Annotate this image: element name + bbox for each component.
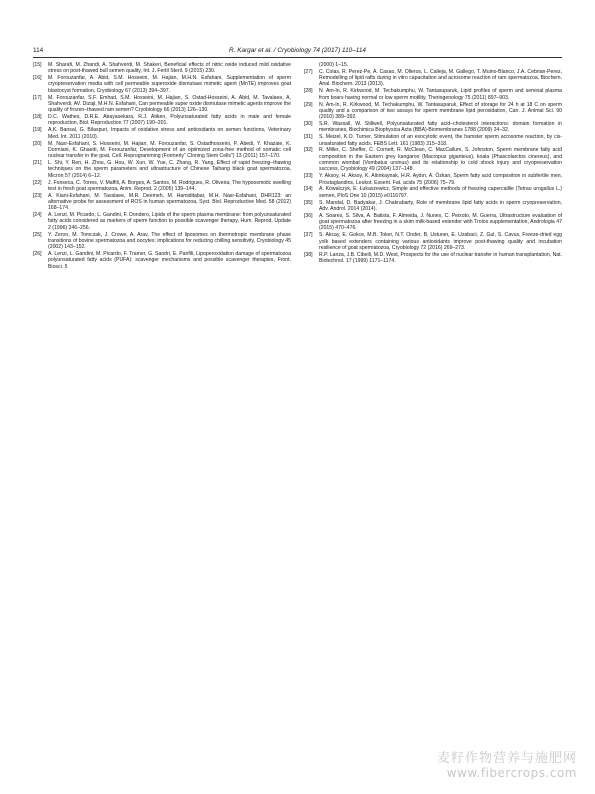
reference-number: [35] xyxy=(304,199,313,206)
reference-number: [34] xyxy=(304,186,313,193)
reference-number: [27] xyxy=(304,68,313,75)
reference-number: [37] xyxy=(304,232,313,239)
reference-number: [21] xyxy=(33,160,42,167)
reference-text: S. Akcay, E. Gokce, M.B. Toker, N.T. Onder, B. Ustuner, E. Uzabaci, Z. Gul, S. Cavus, Freeze-dried egg yolk based extenders containing various antioxidants improve post-thawing quality and incubation resilience of goat spermatozoa, Cryobiology 72 (2016) 269–273. xyxy=(319,232,562,251)
reference-number: [30] xyxy=(304,121,313,128)
site-watermark xyxy=(437,747,577,780)
reference-entry xyxy=(33,95,291,114)
reference-text: Y. Aksoy, H. Aksoy, K. Altınkaynak, H.R. Aydın, A. Özkan, Sperm fatty acid composition in subfertile men, Prostaglandins, Leukot. Essent. Fat. acids 75 (2006) 75–79. xyxy=(319,173,562,186)
reference-entry xyxy=(33,232,291,251)
reference-entry xyxy=(304,88,562,101)
reference-text: R.P. Lanza, J.B. Cibelli, M.D. West, Prospects for the use of nuclear transfer in human transplantation, Nat. Biotechnol. 17 (1999) 1171–1174. xyxy=(319,251,562,265)
reference-text: L. Shi, Y. Ren, H. Zhou, G. Hou, W. Xun, W. Yue, C. Zhang, R. Yang, Effect of rapid freezing–thawing techniques on the sperm parameters and ultrastructure of Chinese Taihang black goat spermatozoa, Micron 57 (2014) 6–12. xyxy=(48,160,291,179)
reference-text: A. Lenzi, M. Picardo, L. Gandini, F. Dondero, Lipids of the sperm plasma membrane: from polyunsaturated fatty acids considered as markers of sperm function to possible scavenger therapy, Hum. Reprod. Update 2 (1996) 246–256. xyxy=(48,212,291,231)
reference-number: [25] xyxy=(33,231,42,238)
reference-entry xyxy=(304,102,562,121)
reference-text: D.C. Wathes, D.R.E. Abayasekara, R.J. Aitken, Polyunsaturated fatty acids in male and female reproduction, Biol. Reproduction 77 (2007) 190–201. xyxy=(48,114,291,127)
reference-number: [18] xyxy=(33,114,42,121)
reference-text: J. Fonseca, C. Torres, V. Maffili, A. Borges, A. Santos, M. Rodrigues, R. Oliveira, The hypoosmotic swelling test in fresh goat spermatozoa, Anim. Reprod. 2 (2005) 139–144. xyxy=(48,179,291,192)
reference-text: S. Meizel, K.O. Turner, Stimulation of an exocytotic event, the hamster sperm acrosome reaction, by cis-unsaturated fatty acids, FEBS Lett. 161 (1983) 315–318. xyxy=(319,134,562,147)
references-section xyxy=(33,62,562,271)
reference-number: [15] xyxy=(33,62,42,68)
reference-entry xyxy=(304,173,562,186)
journal-citation: R. Kargar et al. / Cryobiology 74 (2017) 110–114 xyxy=(229,46,366,54)
reference-text: R. Miller, C. Sheffer, C. Cornett, R. McClean, C. MacCallum, S. Johnston, Sperm membrane fatty acid composition in the Eastern grey kangaroo (Macropus giganteus), koala (Phascolarctos cinereus), and common wombat (Vombatus ursinus) and its relationship to cold shock injury and cryopreservation success, Cryobiology 49 (2004) 137–148. xyxy=(319,147,562,173)
reference-text: M. Nasr-Esfahani, S. Hosseini, M. Hajian, M. Forouzanfar, S. Ostadhosseini, P. Abedi, Y. Khazaie, K. Dormiani, K. Ghaedi, M. Forouzanfar, Development of an optimized zona-free method of somatic cell nuclear transfer in the goat, Cell. Reprogramming (Formerly" Cloning Stem Cells") 13 (2011) 157–170. xyxy=(48,140,291,160)
reference-entry xyxy=(33,193,291,212)
reference-number: [38] xyxy=(304,251,313,258)
reference-entry xyxy=(33,141,291,160)
references-column-left xyxy=(33,62,291,271)
header-rule xyxy=(33,57,562,58)
reference-number: [28] xyxy=(304,88,313,95)
reference-number: [33] xyxy=(304,173,313,180)
reference-entry xyxy=(33,180,291,193)
reference-text: A. Kiani-Esfahani, M. Tavalaee, M.R. Deemeh, M. Hamiditabar, M.H. Nasr-Esfahani, DHR123: an alternative probe for assessment of ROS in human spermatozoa, Syst. Biol. Reproductive Med. 58 (2012) 168–174. xyxy=(48,192,291,212)
reference-number: [17] xyxy=(33,94,42,101)
reference-text: N. Am-In, R. Kirkwood, M. Techakumphu, W. Tantasuparuk, Effect of storage for 24 h at 18 C on sperm quality and a comparison of two assays for sperm membrane lipid peroxidation, Can. J. Animal Sci. 90 (2010) 389–392. xyxy=(319,101,562,121)
reference-text: M. Sharafi, M. Zhandi, A. Shahverdi, M. Shakeri, Beneficial effects of nitric oxide induced mild oxidative stress on post-thawed bull semen quality, Int. J. Fertil Steril. 9 (2015) 230. xyxy=(48,62,291,75)
reference-text: A. Kowalczyk, E. Łukaszewicz, Simple and effective methods of freezing capercaillie (Tetrao urogallus L.) semen, PloS One 10 (2015) e0116797. xyxy=(319,186,562,199)
reference-entry xyxy=(304,213,562,232)
reference-entry xyxy=(304,121,562,134)
reference-text: M. Forouzanfar, A. Abid, S.M. Hosseini, M. Hajian, M.H.N. Esfahani, Supplementation of sperm cryopreservation media with cell permeable superoxide dismutase mimetic agent (MnTE) improves goat blastocyst formation, Cryobiology 67 (2013) 394–397. xyxy=(48,75,291,94)
reference-entry xyxy=(304,200,562,213)
reference-entry xyxy=(304,147,562,172)
reference-number: [22] xyxy=(33,179,42,186)
reference-text: Y. Zeron, M. Tomczak, J. Crowe, A. Arav, The effect of liposomes on thermotropic membrane phase transitions of bovine spermatozoa and oocytes: implications for reducing chilling sensitivity, Cryobiology 45 (2002) 143–152. xyxy=(48,231,291,251)
reference-number: [16] xyxy=(33,75,42,82)
reference-entry-continuation xyxy=(304,62,562,68)
reference-entry xyxy=(33,75,291,94)
reference-entry xyxy=(304,134,562,147)
reference-number: [26] xyxy=(33,251,42,258)
reference-number: [36] xyxy=(304,212,313,219)
reference-entry xyxy=(304,232,562,251)
reference-text: A. Soares, S. Silva, A. Batista, F. Almeida, J. Nunes, C. Peixoto, M. Guerra, Ultrastructure evaluation of goat spermatozoa after freezing in a skim milk-based extender with Trolox supplementation, Andrologia 47 (2015) 470–476. xyxy=(319,212,562,232)
reference-text: S.R. Wassall, W. Stillwell, Polyunsaturated fatty acid–cholesterol interactions: domain formation in membranes, Biochimica Biophysica Acta (BBA)-Biomembranes 1788 (2009) 24–32. xyxy=(319,121,562,134)
reference-entry xyxy=(304,252,562,265)
reference-entry xyxy=(33,160,291,179)
watermark-chinese-text: 麦籽作物营养与施肥网 xyxy=(436,751,577,766)
reference-number: [31] xyxy=(304,134,313,141)
reference-entry xyxy=(33,212,291,231)
running-header xyxy=(33,44,562,56)
reference-number xyxy=(304,62,319,68)
page-number: 114 xyxy=(33,46,44,54)
reference-text: S. Mandal, D. Badyakar, J. Chakrabarty, Role of membrane lipid fatty acids in sperm cryopreservation, Adv. Androl. 2014 (2014). xyxy=(319,199,562,212)
reference-text: A.K. Bansal, G. Bilaspuri, Impacts of oxidative stress and antioxidants on semen functions, Veterinary Med. Int. 2011 (2010). xyxy=(48,127,291,140)
reference-entry xyxy=(33,127,291,140)
reference-number: [23] xyxy=(33,192,42,199)
reference-entry xyxy=(33,114,291,127)
reference-text: C. Colas, R. Perez-Pe, A. Casao, M. Olleros, L. Calleja, M. Gallego, T. Muino-Blanco, J.A. Cebrian-Perez, Remodelling of lipid rafts during in vitro capacitation and acrosome reaction of ram spermatozoa, Biochem. Anal. Biochem. 2013 (2013). xyxy=(319,68,562,88)
reference-number: [32] xyxy=(304,147,313,154)
reference-entry xyxy=(33,62,291,75)
reference-entry xyxy=(304,69,562,88)
reference-entry xyxy=(33,251,291,270)
watermark-url: www.fibercrops.com xyxy=(446,766,577,780)
reference-entry xyxy=(304,186,562,199)
reference-number: [29] xyxy=(304,101,313,108)
reference-number: [24] xyxy=(33,212,42,219)
reference-number: [20] xyxy=(33,140,42,147)
references-column-right xyxy=(304,62,562,271)
reference-text: M. Forouzanfar, S.F. Emhad, S.M. Hosseini, M. Hajian, S. Ostad-Hosseini, A. Abid, M. Tavalaee, A. Shahverdi, AV. Dizaji, M.H.N. Esfahani, Can permeable super oxide dismutase mimetic agents improve the quality of frozen–thawed ram semen? Cryobiology 66 (2013) 126–130. xyxy=(48,94,291,114)
reference-text: A. Lenzi, L. Gandini, M. Picardo, F. Tramer, G. Sandri, E. Panfili, Lipoperoxidation damage of spermatozoa polyunsaturated fatty acids (PUFA): scavenger mechanisms and possible scavenger therapies, Front. Biosci. 5 xyxy=(48,251,291,270)
reference-number: [19] xyxy=(33,127,42,134)
reference-text: (2000) 1–15. xyxy=(319,62,349,68)
reference-text: N. Am-In, R. Kirkwood, M. Techakumphu, W. Tantasuparuk, Lipid profiles of sperm and seminal plasma from boars having normal or low sperm motility, Theriogenology 75 (2011) 897–903. xyxy=(319,88,562,101)
